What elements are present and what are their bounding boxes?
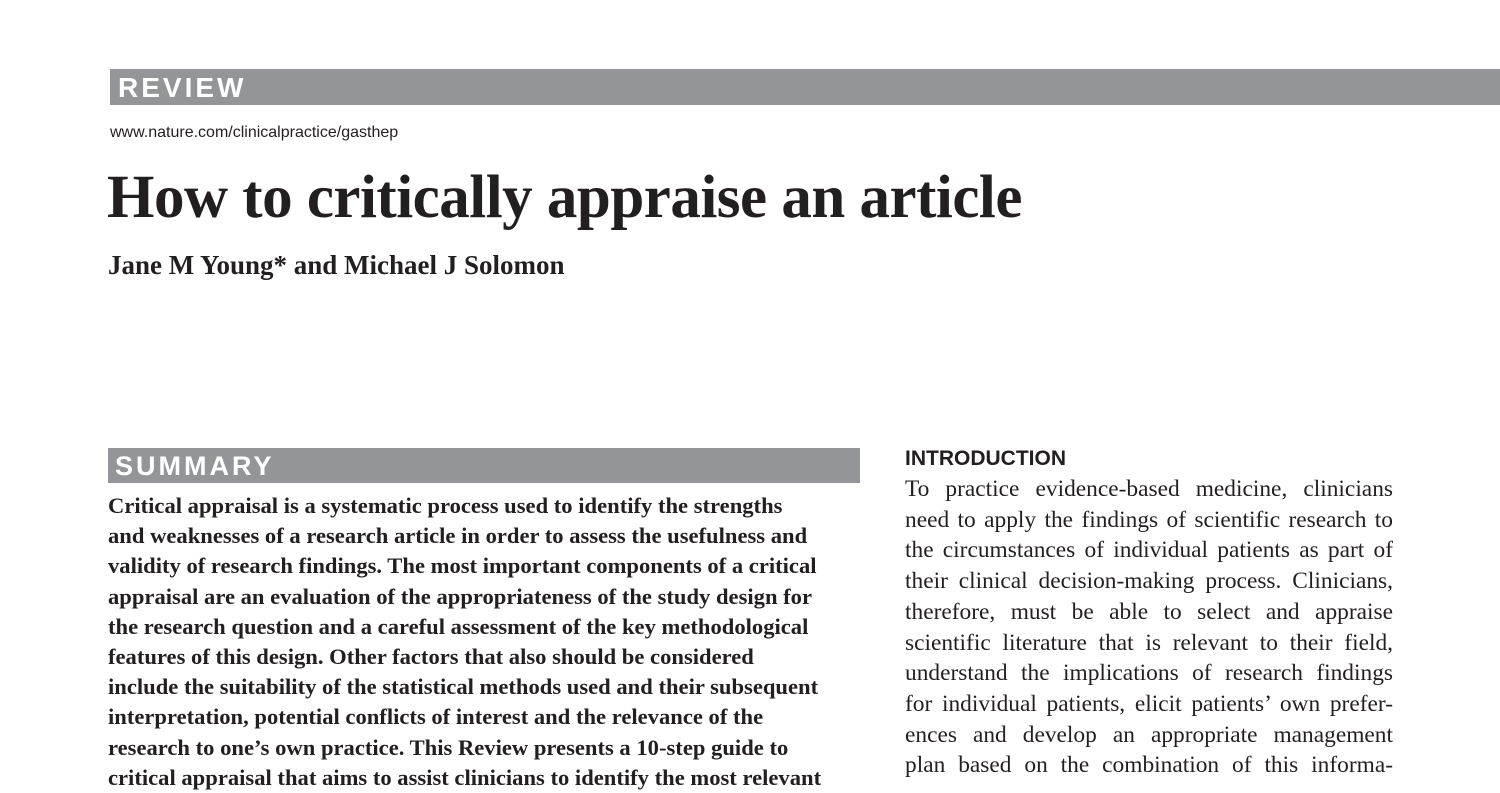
section-banner bbox=[110, 69, 1500, 105]
introduction-line: their clinical decision-making process. Clinicians, bbox=[905, 568, 1393, 595]
introduction-line: ences and develop an appropriate management bbox=[905, 721, 1393, 748]
summary-paragraph bbox=[108, 491, 860, 793]
summary-line: validity of research findings. The most important components of a critical bbox=[108, 553, 817, 579]
summary-line: and weaknesses of a research article in order to assess the usefulness and bbox=[108, 523, 808, 549]
introduction-line: understand the implications of research findings bbox=[905, 660, 1393, 687]
introduction-line: scientific literature that is relevant to their field, bbox=[905, 629, 1393, 656]
introduction-line: plan based on the combination of this informa- bbox=[905, 752, 1393, 779]
introduction-heading: INTRODUCTION bbox=[905, 447, 1066, 470]
article-authors: Jane M Young* and Michael J Solomon bbox=[108, 250, 565, 280]
summary-line: Critical appraisal is a systematic process used to identify the strengths bbox=[108, 493, 783, 518]
introduction-line: for individual patients, elicit patients’ own prefer- bbox=[905, 690, 1393, 717]
article-title: How to critically appraise an article bbox=[107, 164, 1022, 231]
summary-line: appraisal are an evaluation of the appropriateness of the study design for bbox=[108, 583, 813, 609]
introduction-paragraph bbox=[905, 474, 1393, 781]
summary-line: interpretation, potential conflicts of interest and the relevance of the bbox=[108, 704, 764, 730]
summary-heading: SUMMARY bbox=[115, 451, 275, 481]
summary-line: include the suitability of the statistical methods used and their subsequent bbox=[108, 674, 819, 700]
section-label: REVIEW bbox=[118, 72, 247, 103]
summary-line: critical appraisal that aims to assist clinicians to identify the most relevant bbox=[108, 764, 822, 790]
introduction-line: therefore, must be able to select and appraise bbox=[905, 598, 1393, 625]
summary-line: the research question and a careful assessment of the key methodological bbox=[108, 613, 809, 639]
introduction-line: the circumstances of individual patients as part of bbox=[905, 537, 1393, 564]
summary-banner bbox=[108, 448, 860, 483]
journal-url[interactable]: www.nature.com/clinicalpractice/gasthep bbox=[110, 124, 399, 141]
summary-line: features of this design. Other factors that also should be considered bbox=[108, 644, 754, 670]
introduction-line: To practice evidence-based medicine, clinicians bbox=[905, 476, 1393, 502]
summary-line: research to one’s own practice. This Review presents a 10-step guide to bbox=[108, 734, 789, 760]
introduction-line: need to apply the findings of scientific research to bbox=[905, 506, 1393, 533]
